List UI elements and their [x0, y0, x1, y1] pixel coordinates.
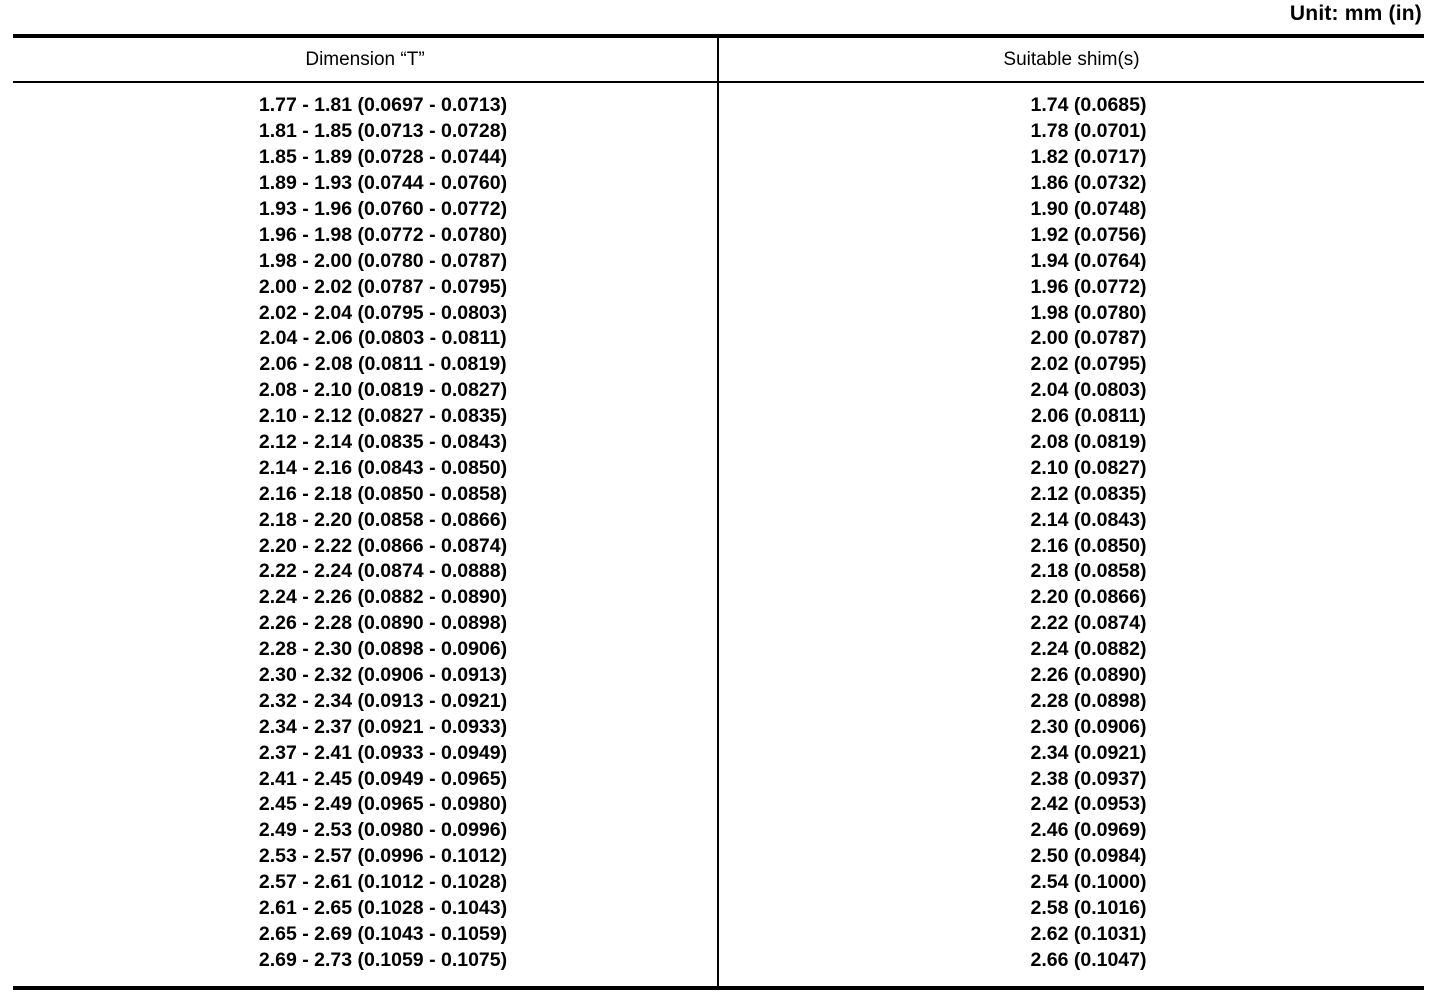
dimension-cell: 2.08 - 2.10 (0.0819 - 0.0827) [258, 379, 508, 402]
dimension-cell: 2.45 - 2.49 (0.0965 - 0.0980) [258, 793, 508, 816]
shim-cell: 1.90 (0.0748) [1030, 198, 1147, 220]
shim-cell: 2.38 (0.0937) [1030, 767, 1147, 790]
shim-selection-table [13, 34, 1424, 990]
dimension-cell: 1.96 - 1.98 (0.0772 - 0.0780) [258, 223, 508, 246]
table-body [13, 93, 1424, 973]
dimension-cell: 2.32 - 2.34 (0.0913 - 0.0921) [258, 689, 508, 712]
table-row [13, 714, 1424, 740]
table-row [13, 222, 1424, 248]
shim-cell: 2.24 (0.0882) [1030, 638, 1147, 661]
shim-cell: 2.66 (0.1047) [1030, 948, 1147, 971]
dimension-cell: 2.16 - 2.18 (0.0850 - 0.0858) [258, 482, 508, 505]
unit-label: Unit: mm (in) [1289, 2, 1422, 25]
dimension-cell: 2.24 - 2.26 (0.0882 - 0.0890) [258, 586, 508, 609]
shim-cell: 2.04 (0.0803) [1030, 379, 1147, 402]
table-row [13, 404, 1424, 430]
shim-cell: 1.94 (0.0764) [1030, 249, 1147, 272]
shim-cell: 2.42 (0.0953) [1030, 793, 1147, 816]
shim-cell: 2.54 (0.1000) [1030, 871, 1147, 894]
shim-cell: 2.06 (0.0811) [1031, 405, 1146, 428]
dimension-cell: 2.02 - 2.04 (0.0795 - 0.0803) [258, 301, 508, 324]
shim-cell: 2.16 (0.0850) [1030, 534, 1147, 557]
table-row [13, 637, 1424, 663]
table-row [13, 896, 1424, 922]
shim-cell: 1.86 (0.0732) [1030, 172, 1147, 195]
dimension-cell: 2.04 - 2.06 (0.0803 - 0.0811) [259, 327, 507, 350]
dimension-cell: 2.69 - 2.73 (0.1059 - 0.1075) [258, 948, 508, 971]
dimension-cell: 1.77 - 1.81 (0.0697 - 0.0713) [258, 94, 508, 117]
table-row [13, 740, 1424, 766]
table-row [13, 300, 1424, 326]
dimension-cell: 2.49 - 2.53 (0.0980 - 0.0996) [258, 819, 508, 842]
shim-cell: 2.50 (0.0984) [1030, 845, 1147, 868]
table-row [13, 119, 1424, 145]
table-row [13, 533, 1424, 559]
table-row [13, 197, 1424, 223]
shim-cell: 1.92 (0.0756) [1030, 223, 1147, 246]
dimension-cell: 1.85 - 1.89 (0.0728 - 0.0744) [258, 146, 508, 169]
dimension-cell: 2.61 - 2.65 (0.1028 - 0.1043) [258, 897, 508, 920]
shim-cell: 1.96 (0.0772) [1030, 275, 1147, 298]
shim-cell: 2.30 (0.0906) [1030, 715, 1147, 738]
shim-cell: 2.12 (0.0835) [1030, 482, 1147, 505]
dimension-cell: 2.30 - 2.32 (0.0906 - 0.0913) [258, 664, 508, 687]
dimension-cell: 2.28 - 2.30 (0.0898 - 0.0906) [258, 638, 508, 661]
table-bottom-rule [13, 986, 1424, 990]
dimension-cell: 2.34 - 2.37 (0.0921 - 0.0933) [258, 715, 508, 738]
table-row [13, 663, 1424, 689]
dimension-cell: 2.12 - 2.14 (0.0835 - 0.0843) [258, 431, 508, 454]
dimension-cell: 2.14 - 2.16 (0.0843 - 0.0850) [258, 456, 508, 479]
dimension-cell: 2.18 - 2.20 (0.0858 - 0.0866) [258, 508, 508, 531]
shim-cell: 2.28 (0.0898) [1030, 689, 1147, 712]
table-row [13, 818, 1424, 844]
table-row [13, 922, 1424, 948]
table-row [13, 947, 1424, 973]
table-row [13, 378, 1424, 404]
dimension-cell: 2.26 - 2.28 (0.0890 - 0.0898) [258, 612, 508, 635]
table-row [13, 585, 1424, 611]
table-row [13, 844, 1424, 870]
dimension-cell: 2.53 - 2.57 (0.0996 - 0.1012) [258, 845, 508, 868]
table-row [13, 171, 1424, 197]
table-row [13, 248, 1424, 274]
table-row [13, 326, 1424, 352]
table-row [13, 352, 1424, 378]
shim-cell: 1.78 (0.0701) [1030, 120, 1147, 143]
column-header-shim: Suitable shim(s) [1003, 48, 1140, 70]
table-row [13, 792, 1424, 818]
shim-cell: 2.20 (0.0866) [1030, 586, 1147, 609]
shim-cell: 2.46 (0.0969) [1030, 819, 1147, 842]
shim-cell: 1.98 (0.0780) [1030, 301, 1147, 324]
shim-cell: 2.14 (0.0843) [1030, 508, 1147, 531]
table-row [13, 611, 1424, 637]
table-row [13, 455, 1424, 481]
shim-cell: 2.58 (0.1016) [1030, 897, 1147, 920]
shim-cell: 2.18 (0.0858) [1030, 560, 1147, 583]
shim-cell: 2.02 (0.0795) [1030, 353, 1147, 376]
dimension-cell: 2.65 - 2.69 (0.1043 - 0.1059) [258, 922, 508, 945]
dimension-cell: 1.98 - 2.00 (0.0780 - 0.0787) [258, 249, 508, 272]
dimension-cell: 2.57 - 2.61 (0.1012 - 0.1028) [258, 871, 508, 894]
table-row [13, 481, 1424, 507]
table-row [13, 688, 1424, 714]
table-row [13, 145, 1424, 171]
shim-cell: 1.74 (0.0685) [1030, 94, 1147, 117]
table-row [13, 559, 1424, 585]
column-header-dimension: Dimension “T” [305, 48, 425, 70]
dimension-cell: 1.89 - 1.93 (0.0744 - 0.0760) [258, 172, 508, 195]
shim-cell: 2.00 (0.0787) [1030, 327, 1147, 350]
shim-cell: 2.08 (0.0819) [1030, 431, 1147, 454]
dimension-cell: 1.81 - 1.85 (0.0713 - 0.0728) [258, 120, 508, 143]
dimension-cell: 2.00 - 2.02 (0.0787 - 0.0795) [258, 275, 508, 298]
shim-cell: 2.26 (0.0890) [1030, 664, 1147, 687]
dimension-cell: 2.20 - 2.22 (0.0866 - 0.0874) [258, 534, 508, 557]
shim-cell: 2.34 (0.0921) [1030, 741, 1147, 764]
shim-cell: 2.10 (0.0827) [1030, 456, 1147, 479]
table-row [13, 93, 1424, 119]
dimension-cell: 2.22 - 2.24 (0.0874 - 0.0888) [258, 560, 508, 583]
table-row [13, 766, 1424, 792]
dimension-cell: 2.41 - 2.45 (0.0949 - 0.0965) [258, 767, 508, 790]
table-row [13, 274, 1424, 300]
shim-cell: 2.62 (0.1031) [1030, 922, 1147, 945]
shim-cell: 2.22 (0.0874) [1030, 612, 1147, 635]
dimension-cell: 1.93 - 1.96 (0.0760 - 0.0772) [258, 198, 508, 220]
table-row [13, 507, 1424, 533]
dimension-cell: 2.06 - 2.08 (0.0811 - 0.0819) [259, 353, 507, 376]
table-row [13, 870, 1424, 896]
dimension-cell: 2.37 - 2.41 (0.0933 - 0.0949) [258, 741, 508, 764]
dimension-cell: 2.10 - 2.12 (0.0827 - 0.0835) [258, 405, 508, 428]
shim-cell: 1.82 (0.0717) [1030, 146, 1147, 169]
table-row [13, 430, 1424, 456]
